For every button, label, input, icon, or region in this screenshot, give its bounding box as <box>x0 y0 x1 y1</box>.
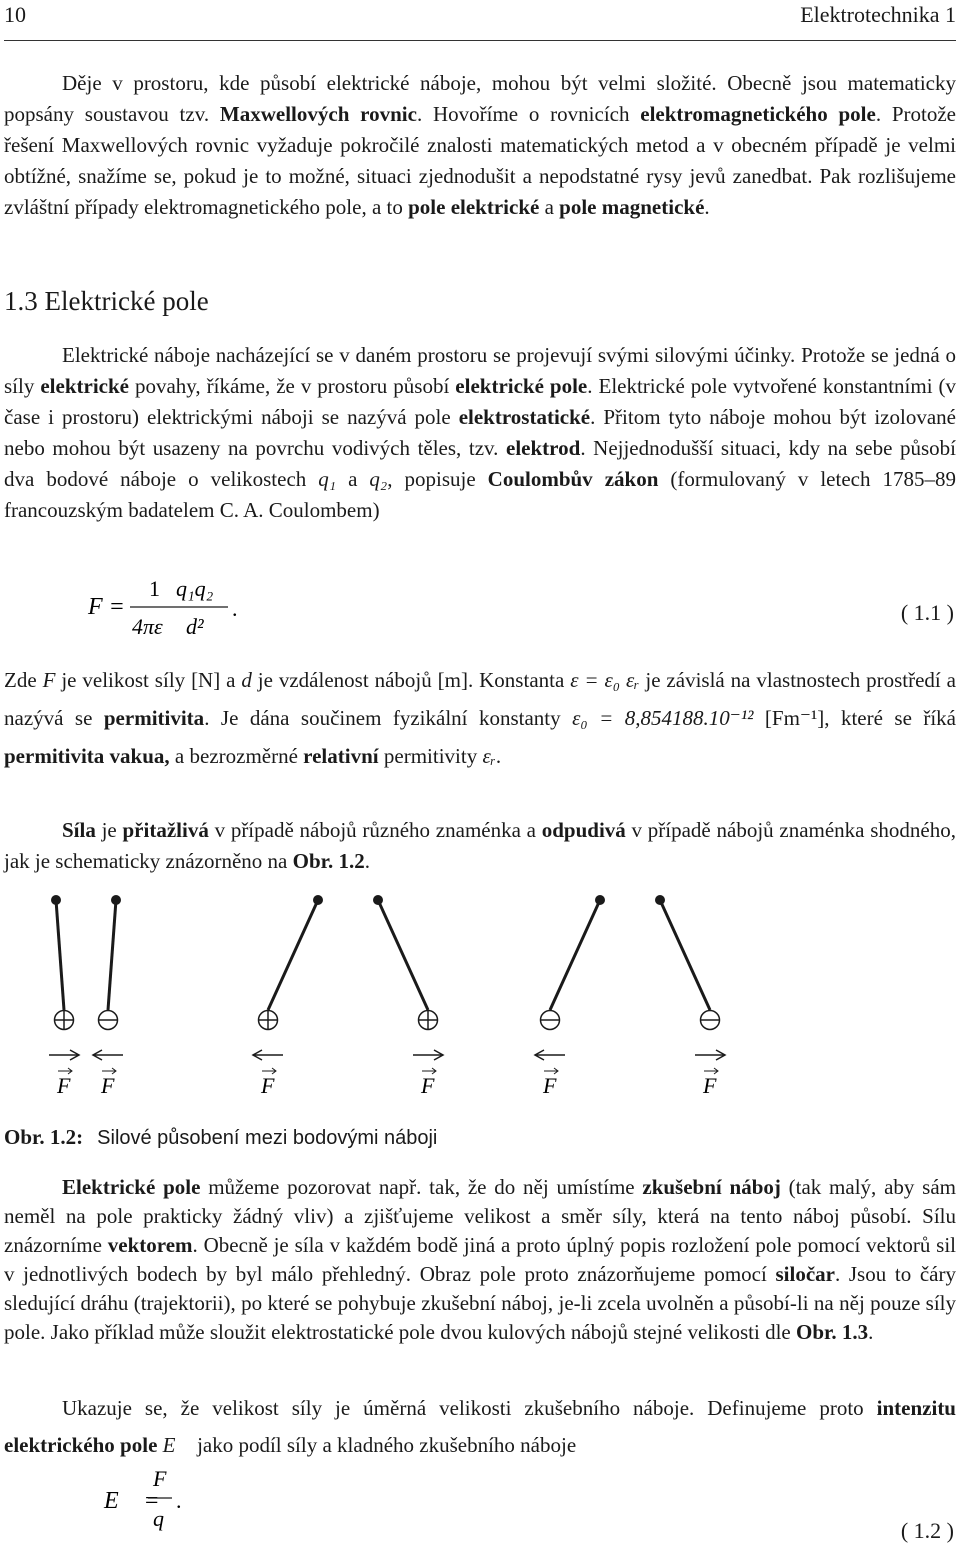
text: v případě nábojů znaménka shodného, jak je schematicky znázorněno na <box>4 818 956 873</box>
bold-term: pole magnetické <box>559 195 705 219</box>
page-number: 10 <box>4 2 26 27</box>
force-label: F <box>57 1073 71 1098</box>
text: Zde <box>4 668 43 692</box>
pendulum-string <box>660 900 710 1010</box>
paragraph-intensity <box>4 1390 956 1464</box>
force-label: F <box>703 1073 717 1098</box>
paragraph-intro <box>4 68 956 223</box>
bold-term: odpudivá <box>541 818 626 842</box>
math-q2: q₂ <box>369 467 388 491</box>
text: a <box>539 195 560 219</box>
pendulum-string <box>378 900 428 1010</box>
text: (tak malý, aby sám neměl na pole prakticky žádný vliv) a zjišťujeme velikost a směr síly, která na tento náboj působí. Sílu znázorníme <box>4 1175 956 1257</box>
paragraph-coulomb <box>4 340 956 526</box>
eq1-den2: d² <box>186 614 204 639</box>
text: . <box>704 195 710 219</box>
bold-term: permitivita <box>103 706 205 730</box>
pendulum-string <box>268 900 318 1010</box>
force-label: F <box>543 1073 557 1098</box>
text: . <box>868 1320 874 1344</box>
caption-label: Obr. 1.2: <box>4 1125 84 1149</box>
bold-term: relativní <box>303 744 379 768</box>
text: je vzdálenost nábojů [m]. Konstanta <box>251 668 571 692</box>
text: a <box>336 467 370 491</box>
eq1-tail: . <box>232 596 238 621</box>
text: . Protože řešení Maxwellových rovnic vyžaduje pokročilé znalosti matematických metod a v obecném případě je velmi obtížné, snažíme se, pokud je to možné, situaci zjednodušit a nepodstatné rysy jevů zanedbat. Pak rozlišujeme zvláštní případy elektromagnetického pole, a to <box>4 102 956 219</box>
running-title: Elektrotechnika 1 <box>800 2 956 27</box>
equation-1-2-graphic <box>0 1462 960 1534</box>
text: Elektrické náboje nacházející se v daném prostoru se projevují svými silovými účinky. Protože se jedná o síly <box>4 343 956 398</box>
bold-term: Elektrické pole <box>62 1175 201 1199</box>
charges-diagram <box>0 880 960 1110</box>
bold-term: Coulombův zákon <box>487 467 659 491</box>
text: Ukazuje se, že velikost síly je úměrná velikosti zkušebního náboje. Definujeme proto <box>62 1396 877 1420</box>
paragraph-permittivity <box>4 661 956 775</box>
eq1-num1: 1 <box>149 576 160 601</box>
figure-caption <box>4 1125 437 1150</box>
bold-term: elektrické pole <box>455 374 588 398</box>
bold-term: pole elektrické <box>408 195 540 219</box>
math-F: F <box>42 668 56 692</box>
text: . Obecně je síla v každém bodě jiná a proto úplný popis rozložení pole pomocí vektorů sil v jednotlivých bodech by byl málo přehledný. Obraz pole proto znázorňujeme pomocí <box>4 1233 956 1286</box>
header-rule <box>4 40 956 41</box>
equation-1-1 <box>0 570 960 650</box>
equation-number: ( 1.2 ) <box>900 1518 954 1543</box>
text: . <box>364 849 371 873</box>
page-header <box>4 0 956 36</box>
text: permitivity <box>378 744 483 768</box>
text: . Je dána součinem fyzikální konstanty <box>204 706 573 730</box>
math-epsilon-r: εᵣ <box>482 744 496 768</box>
equation-1-1-graphic <box>0 570 960 650</box>
force-label: F <box>101 1073 115 1098</box>
bold-term: elektrod <box>506 436 581 460</box>
pendulum-string <box>550 900 600 1010</box>
text: jako podíl síly a kladného zkušebního náboje <box>191 1433 577 1457</box>
math-epsilon-0: ε₀ = 8,854188.10⁻¹² <box>572 706 754 730</box>
equation-number: ( 1.1 ) <box>900 600 954 625</box>
text: , popisuje <box>387 467 488 491</box>
bold-term: Maxwellových rovnic <box>219 102 417 126</box>
text: . Přitom tyto náboje mohou být izolované nebo mohou být usazeny na povrchu vodivých těles, tzv. <box>4 405 956 460</box>
text: . <box>495 744 502 768</box>
eq2-tail: . <box>176 1488 182 1513</box>
bold-term: vektorem <box>107 1233 193 1257</box>
bold-term: Obr. 1.3 <box>795 1320 869 1344</box>
paragraph-force <box>4 815 956 877</box>
bold-term: přitažlivá <box>122 818 209 842</box>
caption-text: Silové působení mezi bodovými náboji <box>97 1127 438 1149</box>
pendulum-string <box>108 900 116 1010</box>
bold-term: Síla <box>62 818 96 842</box>
text: je velikost síly [N] a <box>55 668 242 692</box>
force-label: F <box>421 1073 435 1098</box>
pendulum-string <box>56 900 64 1010</box>
text: v případě nábojů různého znaménka a <box>208 818 542 842</box>
text: . Elektrické pole vytvořené konstantními (v čase i prostoru) elektrickými náboji se nazývá pole <box>4 374 957 429</box>
math-epsilon: ε = ε₀ εᵣ <box>570 668 640 692</box>
equation-1-2 <box>0 1462 960 1543</box>
bold-term: elektrostatické <box>458 405 591 429</box>
bold-term: siločar <box>775 1262 835 1286</box>
bold-term: permitivita vakua, <box>4 744 170 768</box>
figure-1-2 <box>0 880 960 1110</box>
bold-term: elektrické <box>40 374 129 398</box>
math-E-vector: E⃗ <box>162 1433 192 1457</box>
text: (formulovaný v letech 1785–89 francouzským badatelem C. A. Coulombem) <box>4 467 956 522</box>
math-d: d <box>241 668 252 692</box>
math-q1: q₁ <box>318 467 337 491</box>
bold-term: zkušební náboj <box>642 1175 781 1199</box>
eq2-lhs: E⃗ = <box>104 1488 160 1514</box>
text: . Hovoříme o rovnicích <box>416 102 641 126</box>
eq2-den: q <box>153 1506 164 1531</box>
text: Děje v prostoru, kde působí elektrické náboje, mohou být velmi složité. Obecně jsou matematicky popsány soustavou tzv. <box>4 71 956 126</box>
text: . Nejjednodušší situaci, kdy na sebe působí dva bodové náboje o velikostech <box>4 436 956 491</box>
text: je závislá na vlastnostech prostředí a nazývá se <box>4 668 956 730</box>
bold-term: elektromagnetického pole <box>640 102 876 126</box>
bold-term: intenzitu elektrického pole <box>4 1396 956 1457</box>
text: povahy, říkáme, že v prostoru působí <box>128 374 456 398</box>
bold-term: Obr. 1.2 <box>292 849 365 873</box>
eq2-num: F⃗ <box>153 1466 184 1491</box>
text: a bezrozměrné <box>169 744 304 768</box>
text: [Fm⁻¹], které se říká <box>753 706 956 730</box>
eq1-num2: q₁q₂ <box>176 576 214 601</box>
paragraph-field-lines <box>4 1173 956 1347</box>
section-heading: 1.3 Elektrické pole <box>4 286 209 316</box>
text: můžeme pozorovat např. tak, že do něj umístíme <box>200 1175 643 1199</box>
eq1-lhs: F = <box>88 594 125 620</box>
force-label: F <box>261 1073 275 1098</box>
text: je <box>95 818 123 842</box>
text: . Jsou to čáry sledující dráhu (trajektorii), po které se pohybuje zkušební náboj, je-li zcela uvolněn a působí-li na něj pouze síly pole. Jako příklad může sloužit elektrostatické pole dvou kulových nábojů stejné velikosti dle <box>4 1262 956 1344</box>
eq1-den1: 4πε <box>132 614 163 639</box>
